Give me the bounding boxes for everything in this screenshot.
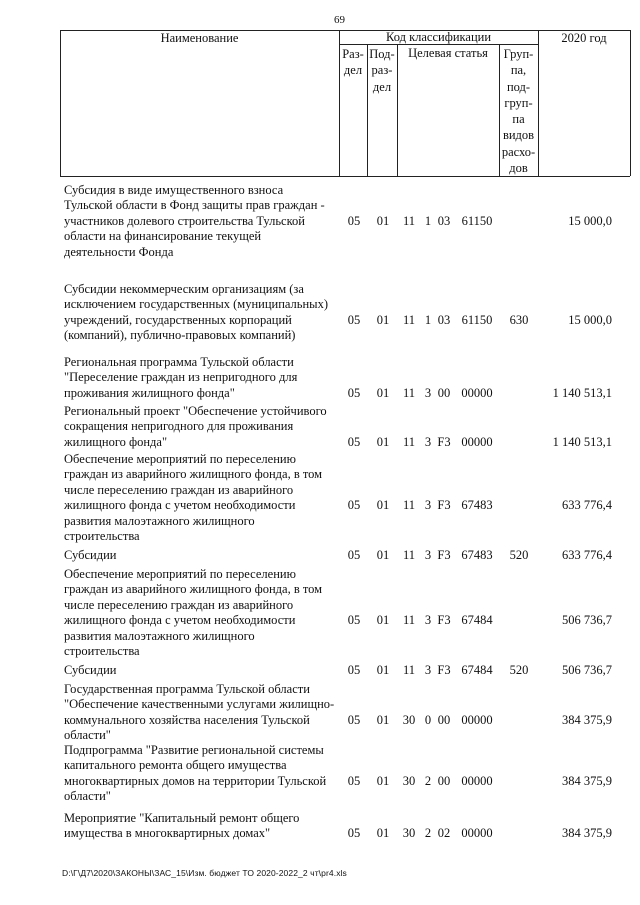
row-name-line: (компаний), публично-правовых компаний) bbox=[64, 328, 296, 343]
row-code-rz: 05 bbox=[347, 213, 361, 228]
header-subsection bbox=[367, 46, 397, 95]
row-code-cs2: 0 bbox=[424, 712, 432, 727]
row-name-line: исключением государственных (муниципальных) bbox=[64, 297, 328, 312]
row-name-line: Государственная программа Тульской области bbox=[64, 682, 310, 696]
row-code-cs4: 67483 bbox=[461, 498, 493, 513]
row-name-line: жилищного фонда с учетом необходимости bbox=[64, 613, 296, 628]
row-amount: 506 736,7 bbox=[562, 663, 612, 677]
header-classification-code: Код классификации bbox=[385, 30, 492, 44]
row-code-cs2: 2 bbox=[424, 826, 432, 841]
row-code-cs4: 00000 bbox=[461, 434, 493, 449]
row-code-rz: 05 bbox=[347, 434, 361, 449]
row-code-cs2: 3 bbox=[424, 613, 432, 628]
row-amount: 15 000,0 bbox=[568, 213, 612, 228]
row-code-cs2: 1 bbox=[424, 213, 432, 228]
row-name-line: области на финансирование текущей bbox=[64, 229, 262, 244]
row-name-line: "Переселение граждан из непригодного для bbox=[64, 370, 298, 385]
row-code-cs2: 3 bbox=[424, 663, 432, 677]
row-code-cs3: 03 bbox=[437, 213, 451, 228]
row-name bbox=[64, 743, 346, 805]
header-expense-group bbox=[499, 46, 538, 176]
row-code-vr: 520 bbox=[509, 548, 529, 562]
row-code-cs3: F3 bbox=[437, 613, 451, 628]
row-name-line: граждан из аварийного жилищного фонда, в том bbox=[64, 582, 323, 597]
row-code-pr: 01 bbox=[376, 712, 390, 727]
row-code-cs1: 11 bbox=[402, 312, 416, 327]
row-code-cs1: 30 bbox=[402, 712, 416, 727]
row-code-cs1: 11 bbox=[402, 434, 416, 449]
row-code-cs3: F3 bbox=[437, 663, 451, 677]
row-code-pr: 01 bbox=[376, 826, 390, 841]
row-name-line: Региональный проект "Обеспечение устойчивого bbox=[64, 404, 327, 418]
row-name bbox=[64, 567, 346, 659]
row-code-rz: 05 bbox=[347, 312, 361, 327]
row-name bbox=[64, 548, 346, 563]
row-code-pr: 01 bbox=[376, 312, 390, 327]
row-code-pr: 01 bbox=[376, 213, 390, 228]
row-name-line: "Обеспечение качественными услугами жилищно- bbox=[64, 697, 335, 712]
row-code-cs3: F3 bbox=[437, 498, 451, 513]
row-code-cs1: 11 bbox=[402, 663, 416, 677]
row-code-pr: 01 bbox=[376, 773, 390, 788]
row-code-cs2: 2 bbox=[424, 773, 432, 788]
row-name-line: Обеспечение мероприятий по переселению bbox=[64, 452, 296, 466]
row-code-cs4: 67483 bbox=[461, 548, 493, 562]
row-name-line: Мероприятие "Капитальный ремонт общего bbox=[64, 811, 300, 825]
row-code-cs2: 3 bbox=[424, 385, 432, 400]
row-amount: 384 375,9 bbox=[562, 712, 612, 727]
header-subsection-line: Под- bbox=[369, 47, 395, 61]
row-code-rz: 05 bbox=[347, 773, 361, 788]
row-code-rz: 05 bbox=[347, 663, 361, 677]
row-name-line: деятельности Фонда bbox=[64, 244, 174, 259]
row-code-rz: 05 bbox=[347, 498, 361, 513]
header-section-line: дел bbox=[343, 63, 363, 78]
header-target-item: Целевая статья bbox=[408, 46, 488, 60]
row-name-line: коммунального хозяйства населения Тульской bbox=[64, 712, 310, 727]
row-code-cs3: 03 bbox=[437, 312, 451, 327]
row-name bbox=[64, 663, 346, 678]
row-amount: 1 140 513,1 bbox=[552, 434, 612, 449]
row-name-line: строительства bbox=[64, 529, 140, 544]
row-name-line: учреждений, государственных корпораций bbox=[64, 312, 292, 327]
row-code-cs3: F3 bbox=[437, 548, 451, 562]
row-name-line: Субсидии bbox=[64, 548, 117, 562]
row-code-cs4: 00000 bbox=[461, 712, 493, 727]
header-divider bbox=[538, 30, 539, 176]
row-name-line: Субсидии некоммерческим организациям (за bbox=[64, 282, 304, 296]
row-code-cs3: 00 bbox=[437, 712, 451, 727]
row-name-line: граждан из аварийного жилищного фонда, в том bbox=[64, 467, 323, 482]
row-code-pr: 01 bbox=[376, 385, 390, 400]
row-name-line: сокращения непригодного для проживания bbox=[64, 419, 294, 434]
row-name-line: Тульской области в Фонд защиты прав граждан - bbox=[64, 198, 325, 213]
header-expense-group-line: расхо- bbox=[501, 144, 536, 159]
row-code-cs4: 00000 bbox=[461, 826, 493, 841]
row-code-cs3: 02 bbox=[437, 826, 451, 841]
row-amount: 1 140 513,1 bbox=[552, 385, 612, 400]
row-code-rz: 05 bbox=[347, 385, 361, 400]
row-code-pr: 01 bbox=[376, 434, 390, 449]
row-name-line: жилищного фонда" bbox=[64, 434, 168, 449]
row-name bbox=[64, 355, 346, 401]
row-name bbox=[64, 452, 346, 544]
row-name-line: области" bbox=[64, 789, 111, 804]
row-name-line: участников долевого строительства Тульской bbox=[64, 213, 305, 228]
row-name-line: жилищного фонда с учетом необходимости bbox=[64, 498, 296, 513]
row-name-line: Региональная программа Тульской области bbox=[64, 355, 294, 369]
row-code-rz: 05 bbox=[347, 826, 361, 841]
row-name bbox=[64, 183, 346, 260]
row-amount: 15 000,0 bbox=[568, 312, 612, 327]
row-code-pr: 01 bbox=[376, 663, 390, 677]
row-code-cs4: 61150 bbox=[461, 213, 493, 228]
header-expense-group-line: дов bbox=[509, 161, 528, 176]
page-number: 69 bbox=[334, 14, 345, 26]
row-name-line: Обеспечение мероприятий по переселению bbox=[64, 567, 296, 581]
row-name bbox=[64, 404, 346, 450]
header-expense-group-line: Груп- bbox=[503, 47, 534, 61]
row-name-line: проживания жилищного фонда" bbox=[64, 385, 235, 400]
row-name-line: Субсидии bbox=[64, 663, 117, 677]
header-expense-group-line: груп- bbox=[504, 95, 533, 110]
header-divider bbox=[60, 30, 61, 176]
row-code-cs2: 3 bbox=[424, 498, 432, 513]
row-code-cs4: 00000 bbox=[461, 385, 493, 400]
row-code-cs1: 11 bbox=[402, 213, 416, 228]
row-code-pr: 01 bbox=[376, 613, 390, 628]
row-code-cs4: 67484 bbox=[461, 613, 493, 628]
row-code-cs2: 3 bbox=[424, 434, 432, 449]
row-name-line: Субсидия в виде имущественного взноса bbox=[64, 183, 284, 197]
row-code-cs1: 11 bbox=[402, 613, 416, 628]
row-name-line: числе переселению граждан из аварийного bbox=[64, 482, 294, 497]
row-code-cs3: 00 bbox=[437, 385, 451, 400]
row-name bbox=[64, 811, 346, 842]
row-name bbox=[64, 282, 346, 344]
row-code-cs3: F3 bbox=[437, 434, 451, 449]
header-section bbox=[339, 46, 367, 79]
header-divider bbox=[397, 44, 398, 176]
row-code-vr: 630 bbox=[509, 312, 529, 327]
row-code-cs2: 1 bbox=[424, 312, 432, 327]
file-path-footer: D:\Г\Д7\2020\ЗАКОНЫ\ЗАС_15\Изм. бюджет ТО 2020-2022_2 чт\pr4.xls bbox=[62, 868, 347, 878]
header-expense-group-line: па bbox=[512, 112, 525, 127]
row-amount: 384 375,9 bbox=[562, 773, 612, 788]
row-name-line: Подпрограмма "Развитие региональной системы bbox=[64, 743, 324, 757]
row-code-cs1: 11 bbox=[402, 385, 416, 400]
header-expense-group-line: под- bbox=[506, 79, 531, 94]
header-section-line: Раз- bbox=[342, 47, 364, 61]
row-code-cs3: 00 bbox=[437, 773, 451, 788]
row-code-cs1: 30 bbox=[402, 826, 416, 841]
row-name-line: имущества в многоквартирных домах" bbox=[64, 826, 271, 841]
row-code-cs1: 30 bbox=[402, 773, 416, 788]
row-name-line: строительства bbox=[64, 644, 140, 659]
row-name-line: многоквартирных домов на территории Тульской bbox=[64, 773, 327, 788]
row-name bbox=[64, 682, 346, 744]
header-expense-group-line: па, bbox=[510, 63, 527, 78]
row-name-line: числе переселению граждан из аварийного bbox=[64, 597, 294, 612]
header-subsection-line: дел bbox=[372, 79, 392, 94]
row-name-line: капитального ремонта общего имущества bbox=[64, 758, 287, 773]
row-name-line: развития малоэтажного жилищного bbox=[64, 513, 255, 528]
row-code-rz: 05 bbox=[347, 548, 361, 562]
row-code-cs1: 11 bbox=[402, 498, 416, 513]
header-name: Наименование bbox=[160, 31, 239, 45]
row-code-pr: 01 bbox=[376, 548, 390, 562]
row-name-line: развития малоэтажного жилищного bbox=[64, 628, 255, 643]
row-amount: 384 375,9 bbox=[562, 826, 612, 841]
row-amount: 633 776,4 bbox=[562, 548, 612, 562]
row-code-cs2: 3 bbox=[424, 548, 432, 562]
row-amount: 633 776,4 bbox=[562, 498, 612, 513]
row-amount: 506 736,7 bbox=[562, 613, 612, 628]
row-code-rz: 05 bbox=[347, 712, 361, 727]
header-expense-group-line: видов bbox=[502, 128, 535, 143]
row-name-line: области" bbox=[64, 728, 111, 743]
row-code-pr: 01 bbox=[376, 498, 390, 513]
header-subsection-line: раз- bbox=[371, 63, 393, 78]
header-divider bbox=[630, 30, 631, 176]
row-code-cs4: 61150 bbox=[461, 312, 493, 327]
row-code-rz: 05 bbox=[347, 613, 361, 628]
row-code-cs1: 11 bbox=[402, 548, 416, 562]
header-line bbox=[60, 176, 630, 177]
header-year: 2020 год bbox=[561, 31, 607, 45]
row-code-cs4: 00000 bbox=[461, 773, 493, 788]
row-code-cs4: 67484 bbox=[461, 663, 493, 677]
row-code-vr: 520 bbox=[509, 663, 529, 677]
